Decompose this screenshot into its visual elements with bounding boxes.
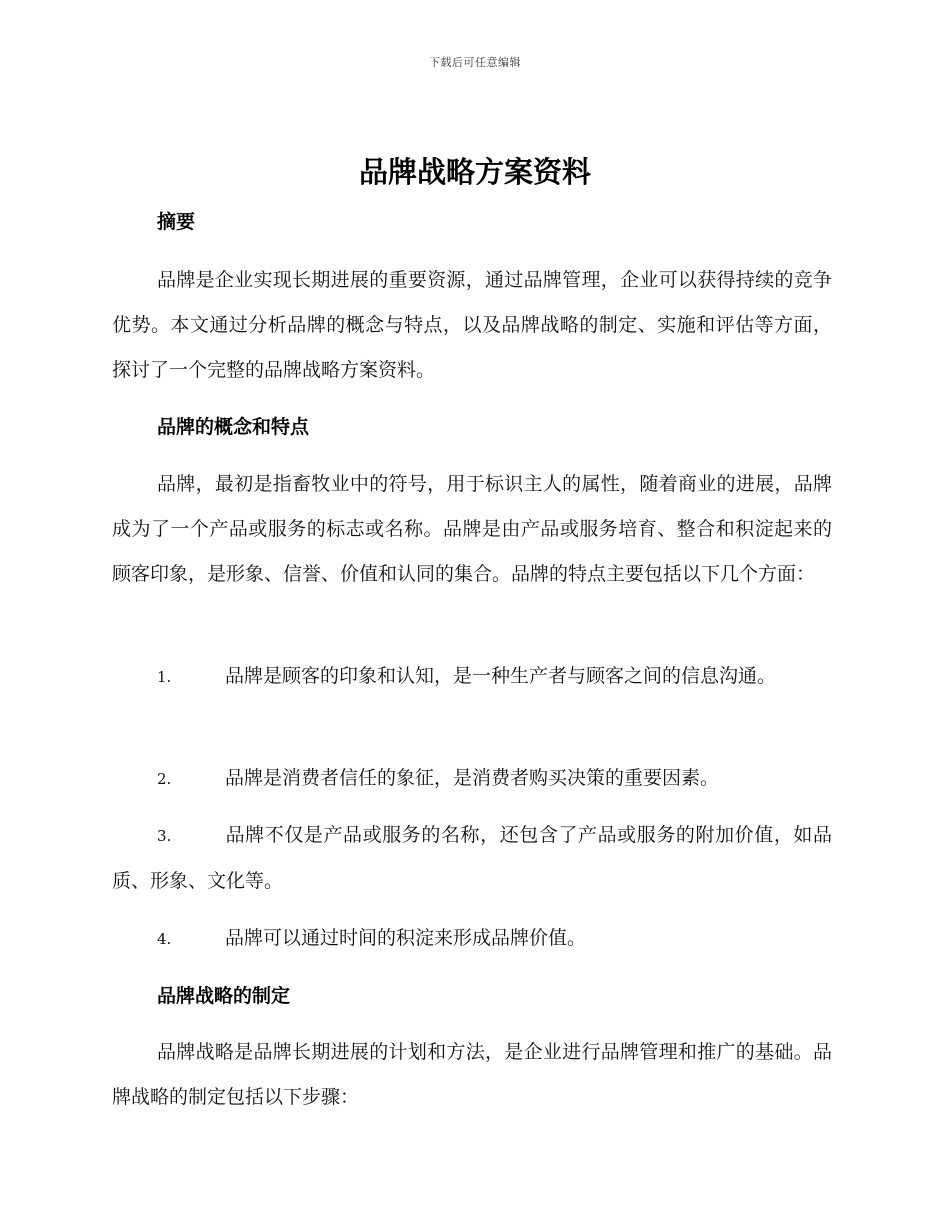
abstract-body: [112, 258, 832, 393]
concept-list: [112, 916, 832, 962]
list-item-text: 品牌不仅是产品或服务的名称，还包含了产品或服务的附加价值，如品质、形象、文化等。: [112, 824, 832, 892]
formulation-paragraph: 品牌战略是品牌长期进展的计划和方法，是企业进行品牌管理和推广的基础。品牌战略的制定包括以下步骤：: [112, 1041, 832, 1108]
list-item-text: 品牌是顾客的印象和认知，是一种生产者与顾客之间的信息沟通。: [225, 665, 777, 687]
formulation-body: [112, 1030, 832, 1120]
concept-body: [112, 462, 832, 597]
list-item: [112, 813, 832, 904]
abstract-paragraph: 品牌是企业实现长期进展的重要资源，通过品牌管理，企业可以获得持续的竞争优势。本文通过分析品牌的概念与特点，以及品牌战略的制定、实施和评估等方面，探讨了一个完整的品牌战略方案资料。: [112, 269, 832, 381]
concept-list: [112, 654, 832, 700]
list-item-text: 品牌是消费者信任的象征，是消费者购买决策的重要因素。: [225, 767, 720, 789]
header-note: 下载后可任意编辑: [429, 56, 521, 69]
list-item-text: 品牌可以通过时间的积淀来形成品牌价值。: [225, 927, 587, 949]
list-item-number: 2.: [157, 770, 172, 788]
abstract-heading: 摘要: [157, 211, 196, 233]
list-item-number: 3.: [157, 827, 172, 845]
list-item: [112, 756, 832, 802]
concept-list: [112, 813, 832, 904]
abstract-section: [112, 209, 832, 235]
concept-section: [112, 414, 832, 440]
formulation-heading: 品牌战略的制定: [157, 985, 291, 1007]
concept-list: [112, 756, 832, 802]
document-title: 品牌战略方案资料: [358, 155, 591, 189]
list-item: [112, 654, 832, 700]
concept-paragraph: 品牌，最初是指畜牧业中的符号，用于标识主人的属性，随着商业的进展，品牌成为了一个产品或服务的标志或名称。品牌是由产品或服务培育、整合和积淀起来的顾客印象，是形象、信誉、价值和认同的集合。品牌的特点主要包括以下几个方面：: [112, 473, 832, 585]
formulation-section: [112, 983, 832, 1009]
concept-heading: 品牌的概念和特点: [157, 416, 310, 438]
list-item: [112, 916, 832, 962]
list-item-number: 4.: [157, 930, 172, 948]
list-item-number: 1.: [157, 668, 172, 686]
